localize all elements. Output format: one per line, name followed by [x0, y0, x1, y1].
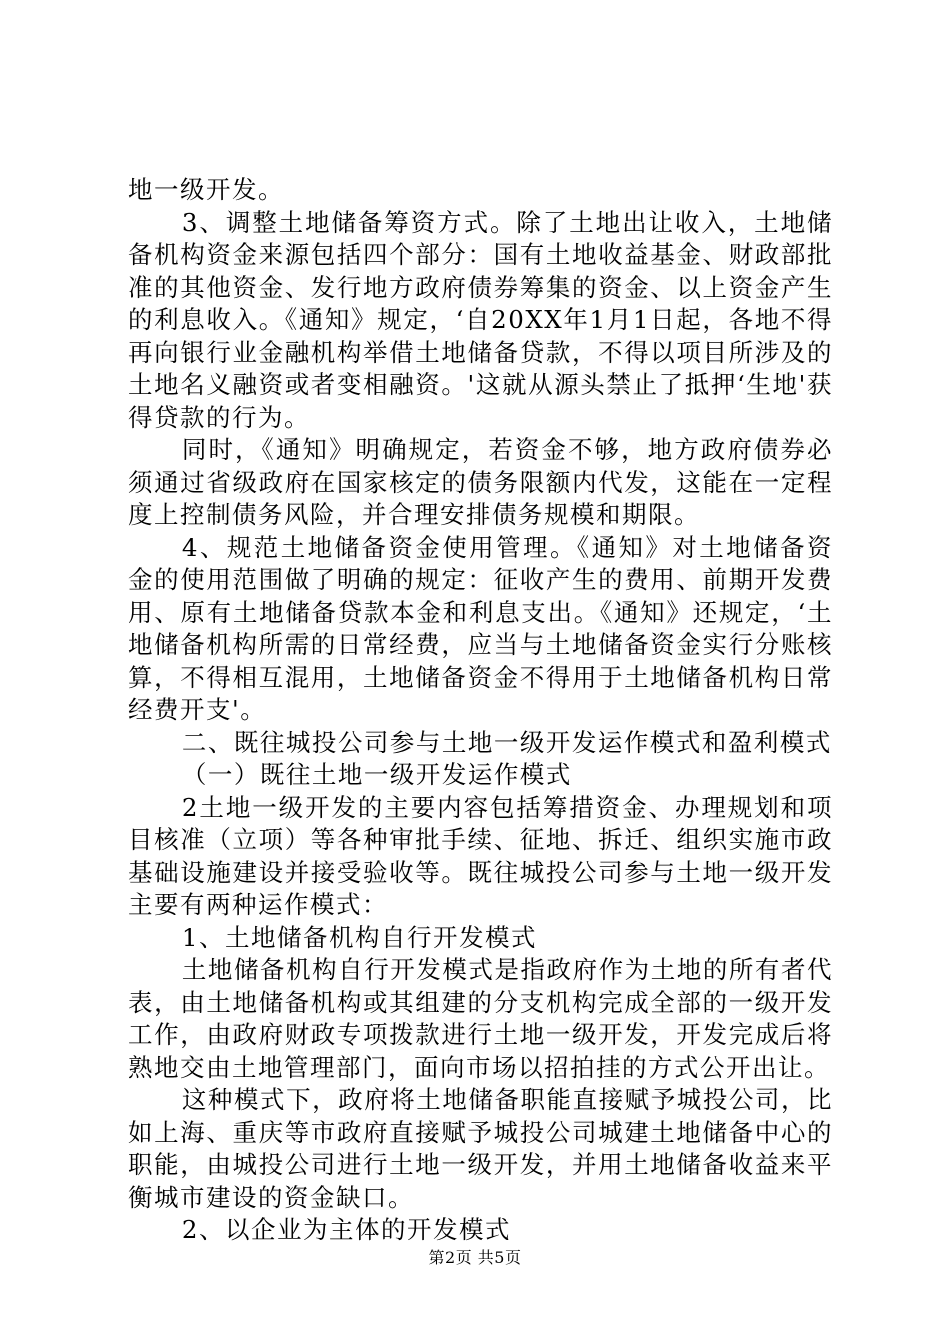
subsection-heading: （一）既往土地一级开发运作模式: [181, 760, 572, 789]
paragraph: 同时，《通知》明确规定，若资金不够，地方政府债券必须通过省级政府在国家核定的债务限额内代发，这能在一定程度上控制债务风险，并合理安排债务规模和期限。: [128, 435, 833, 529]
item-heading: 2、以企业为主体的开发模式: [181, 1215, 511, 1244]
paragraph: 这种模式下，政府将土地储备职能直接赋予城投公司，比如上海、重庆等市政府直接赋予城投公司城建土地储备中心的职能，由城投公司进行土地一级开发，并用土地储备收益来平衡城市建设的资金缺口。: [128, 1085, 833, 1212]
section-heading: 二、既往城投公司参与土地一级开发运作模式和盈利模式: [181, 727, 832, 757]
paragraph: 4、规范土地储备资金使用管理。《通知》对土地储备资金的使用范围做了明确的规定：征收产生的费用、前期开发费用、原有土地储备贷款本金和利息支出。《通知》还规定，‘土地储备机构所需的日常经费，应当与土地储备资金实行分账核算，不得相互混用，土地储备资金不得用于土地储备机构日常经费开支'。: [128, 532, 833, 724]
paragraph: 土地储备机构自行开发模式是指政府作为土地的所有者代表，由土地储备机构或其组建的分支机构完成全部的一级开发工作，由政府财政专项拨款进行土地一级开发，开发完成后将熟地交由土地管理部门，面向市场以招拍挂的方式公开出让。: [128, 955, 833, 1082]
page-number-footer: 第2页 共5页: [428, 1248, 522, 1267]
document-body: [128, 174, 833, 1247]
paragraph: 地一级开发。: [128, 175, 284, 204]
paragraph: 2土地一级开发的主要内容包括筹措资金、办理规划和项目核准（立项）等各种审批手续、征地、拆迁、组织实施市政基础设施建设并接受验收等。既往城投公司参与土地一级开发主要有两种运作模式：: [128, 792, 833, 919]
item-heading: 1、土地储备机构自行开发模式: [181, 922, 537, 952]
paragraph: 3、调整土地储备筹资方式。除了土地出让收入，土地储备机构资金来源包括四个部分：国有土地收益基金、财政部批准的其他资金、发行地方政府债券筹集的资金、以上资金产生的利息收入。《通知》规定，‘自20XX年1月1日起，各地不得再向银行业金融机构举借土地储备贷款，不得以项目所涉及的土地名义融资或者变相融资。'这就从源头禁止了抵押‘生地'获得贷款的行为。: [128, 207, 833, 432]
